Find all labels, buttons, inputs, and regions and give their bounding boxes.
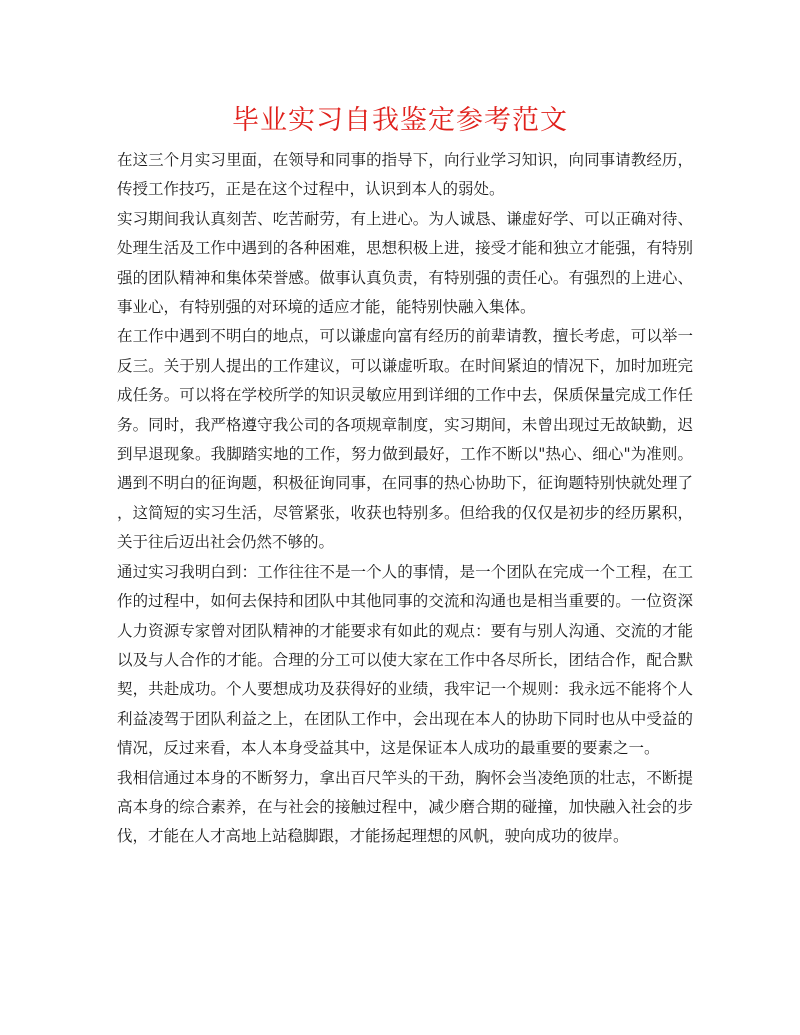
paragraph-1: 在这三个月实习里面，在领导和同事的指导下，向行业学习知识，向同事请教经历，传授工作技巧，正是在这个过程中，认识到本人的弱处。 — [117, 151, 693, 199]
paragraph-3: 在工作中遇到不明白的地点，可以谦虚向富有经历的前辈请教，擅长考虑，可以举一反三。关于别人提出的工作建议，可以谦虚听取。在时间紧迫的情况下，加时加班完成任务。可以将在学校所学的知识灵敏应用到详细的工作中去，保质保量完成工作任务。同时，我严格遵守我公司的各项规章制度，实习期间，未曾出现过无故缺勤，迟到早退现象。我脚踏实地的工作，努力做到最好，工作不断以"热心、细心"为准则。遇到不明白的征询题，积极征询同事，在同事的热心协助下，征询题特别快就处理了，这简短的实习生活，尽管紧张，收获也特别多。但给我的仅仅是初步的经历累积，关于往后迈出社会仍然不够的。 — [117, 327, 693, 552]
paragraph-5: 我相信通过本身的不断努力，拿出百尺竿头的干劲，胸怀会当凌绝顶的壮志，不断提高本身的综合素养，在与社会的接触过程中，减少磨合期的碰撞，加快融入社会的步伐，才能在人才高地上站稳脚跟，才能扬起理想的风帆，驶向成功的彼岸。 — [117, 768, 693, 846]
document-body — [117, 146, 693, 852]
paragraph-4: 通过实习我明白到：工作往往不是一个人的事情，是一个团队在完成一个工程，在工作的过程中，如何去保持和团队中其他同事的交流和沟通也是相当重要的。一位资深人力资源专家曾对团队精神的才能要求有如此的观点：要有与别人沟通、交流的才能以及与人合作的才能。合理的分工可以使大家在工作中各尽所长，团结合作，配合默契，共赴成功。个人要想成功及获得好的业绩，我牢记一个规则：我永远不能将个人利益凌驾于团队利益之上，在团队工作中，会出现在本人的协助下同时也从中受益的情况，反过来看，本人本身受益其中，这是保证本人成功的最重要的要素之一。 — [117, 562, 693, 758]
document-title: 毕业实习自我鉴定参考范文 — [232, 105, 568, 136]
paragraph-2: 实习期间我认真刻苦、吃苦耐劳，有上进心。为人诚恳、谦虚好学、可以正确对待、处理生活及工作中遇到的各种困难，思想积极上进，接受才能和独立才能强，有特别强的团队精神和集体荣誉感。做事认真负责，有特别强的责任心。有强烈的上进心、事业心，有特别强的对环境的适应才能，能特别快融入集体。 — [117, 209, 693, 317]
